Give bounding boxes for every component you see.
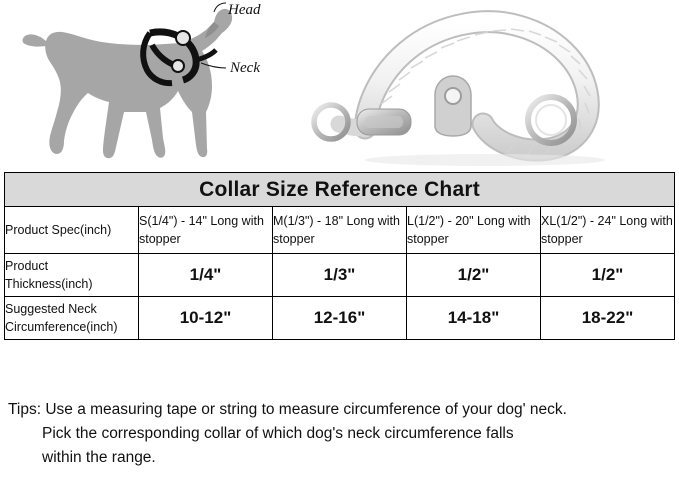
collar-svg bbox=[305, 0, 679, 170]
cell-thickness-l: 1/2" bbox=[407, 254, 541, 297]
size-chart-section bbox=[4, 172, 675, 340]
dog-silhouette bbox=[45, 9, 232, 158]
column-header-size-m: M(1/3") - 18" Long with stopper bbox=[273, 207, 407, 254]
cell-neck-m: 12-16" bbox=[273, 297, 407, 340]
illustration-band bbox=[0, 0, 679, 170]
tips-line-3: within the range. bbox=[42, 449, 156, 467]
column-header-size-xl: XL(1/2") - 24" Long with stopper bbox=[541, 207, 675, 254]
tips-line-1: Tips: Use a measuring tape or string to measure circumference of your dog' neck. bbox=[8, 401, 567, 418]
label-neck: Neck bbox=[230, 60, 260, 76]
column-header-size-l: L(1/2") - 20" Long with stopper bbox=[407, 207, 541, 254]
row-label-thickness: Product Thickness(inch) bbox=[5, 254, 139, 297]
table-title-row bbox=[5, 173, 675, 207]
dog-body-shape bbox=[23, 9, 233, 158]
collar-ring-top bbox=[176, 31, 190, 45]
metal-ferrule bbox=[357, 109, 411, 135]
table-header-row bbox=[5, 207, 675, 254]
row-label-neck-circumference: Suggested Neck Circumference(inch) bbox=[5, 297, 139, 340]
tips-section bbox=[8, 398, 670, 470]
cell-thickness-s: 1/4" bbox=[139, 254, 273, 297]
collar-ring-bottom bbox=[172, 60, 184, 72]
cell-neck-l: 14-18" bbox=[407, 297, 541, 340]
table-row bbox=[5, 297, 675, 340]
metal-o-ring-right bbox=[528, 97, 574, 143]
chart-title: Collar Size Reference Chart bbox=[5, 173, 675, 207]
size-chart-table bbox=[4, 172, 675, 340]
cell-thickness-xl: 1/2" bbox=[541, 254, 675, 297]
collar-illustration bbox=[305, 0, 679, 170]
cell-neck-s: 10-12" bbox=[139, 297, 273, 340]
stopper-tab bbox=[435, 76, 471, 136]
column-header-product-spec: Product Spec(inch) bbox=[5, 207, 139, 254]
dog-tail bbox=[23, 34, 46, 46]
cell-thickness-m: 1/3" bbox=[273, 254, 407, 297]
dog-illustration bbox=[0, 0, 300, 170]
table-row bbox=[5, 254, 675, 297]
tips-line-2: Pick the corresponding collar of which dog's neck circumference falls bbox=[42, 425, 514, 443]
column-header-size-s: S(1/4") - 14" Long with stopper bbox=[139, 207, 273, 254]
cell-neck-xl: 18-22" bbox=[541, 297, 675, 340]
label-head: Head bbox=[228, 2, 261, 18]
metal-o-ring-right-inner bbox=[536, 105, 566, 135]
collar-shadow bbox=[365, 154, 605, 166]
dog-svg bbox=[0, 0, 300, 170]
